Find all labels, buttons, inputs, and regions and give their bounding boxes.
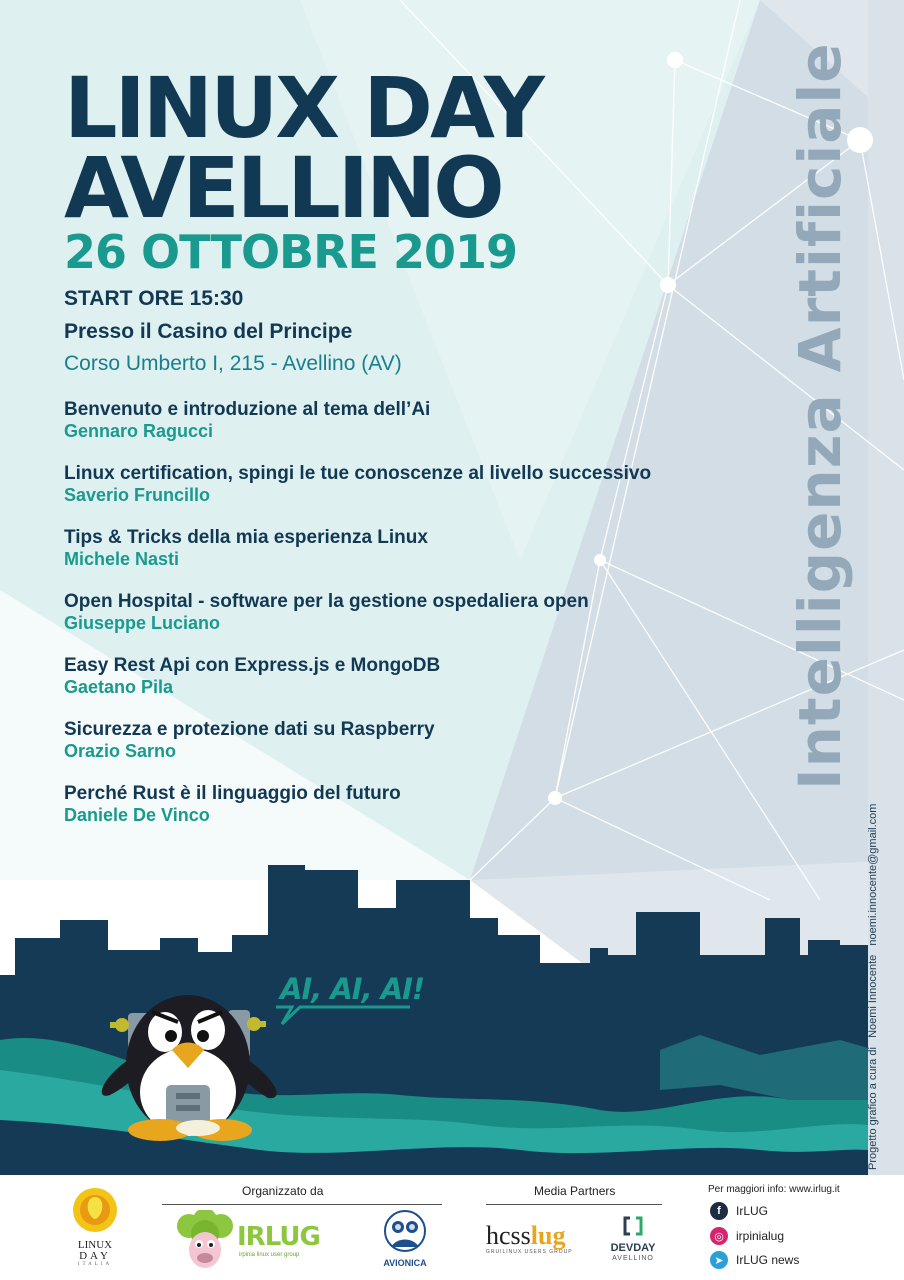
irlug-subtitle: irpinia linux user group — [239, 1252, 300, 1258]
lug-wordmark: lug — [530, 1221, 566, 1250]
talk-title: Benvenuto e introduzione al tema dell’Ai — [64, 399, 431, 420]
talk-speaker: Gaetano Pila — [64, 677, 174, 697]
social-facebook[interactable] — [710, 1202, 768, 1220]
irlug-logo — [175, 1210, 325, 1272]
social-label: irpinialug — [736, 1229, 785, 1243]
event-title-line1: LINUX DAY — [64, 59, 542, 157]
venue-address: Corso Umberto I, 215 - Avellino (AV) — [64, 352, 402, 375]
instagram-icon: ◎ — [710, 1227, 728, 1245]
venue-prefix: Presso il — [64, 320, 158, 343]
talk-speaker: Michele Nasti — [64, 549, 180, 569]
talk-item — [64, 463, 784, 527]
venue-name: Casino del Principe — [157, 320, 353, 343]
event-date: 26 OTTOBRE 2019 — [64, 225, 517, 279]
talk-title: Perché Rust è il linguaggio del futuro — [64, 783, 401, 804]
start-time — [64, 288, 243, 309]
linuxday-sun-icon — [72, 1185, 118, 1235]
speech-bubble: AI, AI, AI! — [280, 972, 425, 1006]
avionica-pilot-icon — [383, 1209, 427, 1253]
hcss-wordmark: hcss — [486, 1221, 531, 1250]
footer — [0, 1175, 904, 1280]
social-label: IrLUG news — [736, 1253, 800, 1267]
social-telegram[interactable] — [710, 1251, 799, 1269]
talk-speaker: Gennaro Ragucci — [64, 421, 214, 441]
media-divider — [486, 1204, 662, 1205]
talk-speaker: Saverio Fruncillo — [64, 485, 211, 505]
event-title-line2: AVELLINO — [64, 139, 502, 237]
devday-wordmark: DEVDAY — [610, 1242, 656, 1254]
design-credit — [862, 790, 884, 1170]
irlug-wordmark: IRLUG — [237, 1222, 320, 1252]
talk-speaker: Daniele De Vinco — [64, 805, 210, 825]
talk-item — [64, 719, 784, 783]
social-label: IrLUG — [736, 1204, 769, 1218]
organized-by-label: Organizzato da — [242, 1184, 324, 1198]
talk-title: Linux certification, spingi le tue conoscenze al livello successivo — [64, 463, 652, 484]
telegram-icon: ➤ — [710, 1251, 728, 1269]
devday-bracket-icon — [622, 1215, 644, 1237]
linuxday-logo — [60, 1185, 130, 1275]
start-time-value: 15:30 — [189, 287, 244, 310]
credit-email: noemi.innocente@gmail.com — [867, 803, 879, 946]
hcsslug-logo — [486, 1221, 586, 1261]
credit-prefix: Progetto grafico a cura di — [867, 1047, 879, 1170]
social-instagram[interactable] — [710, 1227, 784, 1245]
linuxday-text-2: DAY — [79, 1250, 111, 1262]
devday-logo — [606, 1215, 660, 1271]
credit-author: Noemi Innocente — [867, 954, 879, 1038]
irlug-sheep-icon — [175, 1210, 235, 1272]
avionica-logo — [378, 1209, 432, 1271]
more-info-label: Per maggiori info: www.irlug.it — [708, 1184, 840, 1195]
talk-item — [64, 655, 784, 719]
talk-title: Tips & Tricks della mia esperienza Linux — [64, 527, 428, 548]
facebook-icon: f — [710, 1202, 728, 1220]
media-partners-label: Media Partners — [534, 1184, 616, 1198]
linuxday-text-1: LINUX — [77, 1239, 113, 1251]
talk-speaker: Giuseppe Luciano — [64, 613, 221, 633]
talk-item — [64, 783, 784, 847]
talk-speaker: Orazio Sarno — [64, 741, 177, 761]
talk-item — [64, 527, 784, 591]
linuxday-text-3: ITALIA — [77, 1262, 113, 1267]
devday-subtitle: AVELLINO — [612, 1255, 654, 1262]
talk-item — [64, 591, 784, 655]
talk-title: Open Hospital - software per la gestione ospedaliera open — [64, 591, 589, 612]
avionica-wordmark: AVIONICA — [383, 1258, 427, 1268]
venue — [64, 321, 352, 342]
start-prefix: START ORE — [64, 287, 190, 310]
talk-title: Easy Rest Api con Express.js e MongoDB — [64, 655, 441, 676]
organized-divider — [162, 1204, 442, 1205]
talk-item — [64, 399, 784, 463]
hcss-subtitle: GRUILINUX USERS GROUP — [486, 1249, 573, 1255]
talk-title: Sicurezza e protezione dati su Raspberry — [64, 719, 435, 740]
talk-list — [64, 399, 784, 847]
event-theme: Intelligenza Artificiale — [786, 42, 854, 790]
